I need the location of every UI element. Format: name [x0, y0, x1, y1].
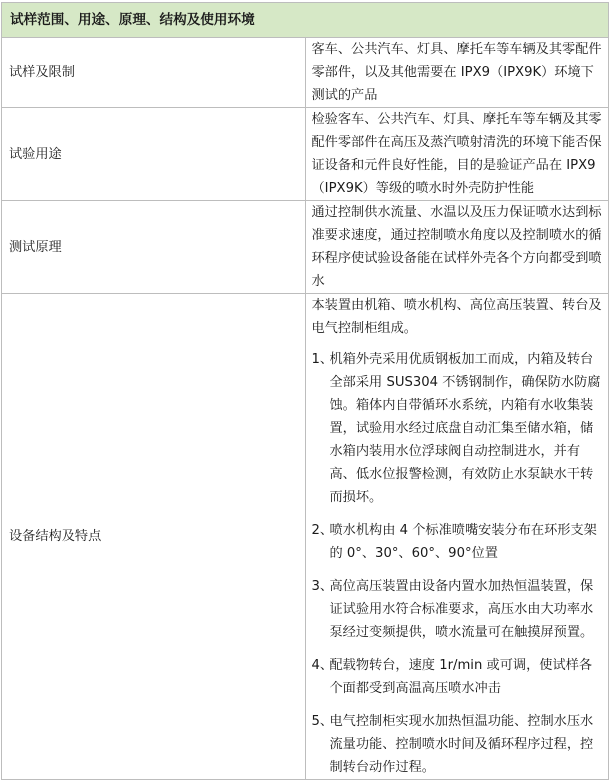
row-label: 设备结构及特点 [2, 294, 306, 780]
table-header-row [2, 3, 609, 38]
list-item-number: 4、 [311, 658, 334, 673]
spec-table [1, 2, 609, 780]
row-label: 试样及限制 [2, 38, 306, 108]
list-item-number: 5、 [311, 714, 334, 729]
list-item-text: 配载物转台，速度 1r/min 或可调，使试样各个面都受到高温高压喷水冲击 [329, 658, 593, 696]
row-content [305, 201, 609, 294]
list-item [312, 348, 603, 509]
structure-intro: 本装置由机箱、喷水机构、高位高压装置、转台及电气控制柜组成。 [311, 298, 602, 336]
row-label: 试验用途 [2, 108, 306, 201]
list-item-text: 机箱外壳采用优质钢板加工而成，内箱及转台全部采用 SUS304 不锈钢制作，确保防水防腐蚀。箱体内自带循环水系统，内箱有水收集装置，试验用水经过底盘自动汇集至储水箱，储水箱内装用水位浮球阀自动控制进水，并有高、低水位报警检测，有效防止水泵缺水干转而损坏。 [329, 352, 601, 505]
row-content [305, 38, 609, 108]
table-title: 试样范围、用途、原理、结构及使用环境 [2, 3, 609, 38]
row-label: 测试原理 [2, 201, 306, 294]
row-text: 客车、公共汽车、灯具、摩托车等车辆及其零配件零部件，以及其他需要在 IPX9（IPX9K）环境下测试的产品 [311, 42, 602, 103]
table-row [2, 108, 609, 201]
list-item-text: 高位高压装置由设备内置水加热恒温装置，保证试验用水符合标准要求，高压水由大功率水泵经过变频提供，喷水流量可在触摸屏预置。 [329, 579, 594, 640]
list-item-number: 1、 [311, 352, 334, 367]
table-row [2, 38, 609, 108]
list-item [312, 519, 603, 565]
list-item [312, 710, 603, 779]
list-item-text: 喷水机构由 4 个标准喷嘴安装分布在环形支架的 0°、30°、60°、90°位置 [329, 523, 597, 561]
list-item [312, 575, 603, 644]
row-text: 检验客车、公共汽车、灯具、摩托车等车辆及其零配件零部件在高压及蒸汽喷射清洗的环境下能否保证设备和元件良好性能，目的是验证产品在 IPX9（IPX9K）等级的喷水时外壳防护性能 [311, 112, 602, 196]
row-content [305, 108, 609, 201]
list-item-number: 2、 [311, 523, 334, 538]
row-text: 通过控制供水流量、水温以及压力保证喷水达到标准要求速度，通过控制喷水角度以及控制喷水的循环程序使试验设备能在试样外壳各个方向都受到喷水 [311, 205, 602, 289]
list-item-number: 3、 [311, 579, 334, 594]
list-item-text: 电气控制柜实现水加热恒温功能、控制水压水流量功能、控制喷水时间及循环程序过程，控制转台动作过程。 [329, 714, 594, 775]
table-row [2, 201, 609, 294]
list-item [312, 654, 603, 700]
table-row [2, 294, 609, 780]
structure-content [305, 294, 609, 780]
